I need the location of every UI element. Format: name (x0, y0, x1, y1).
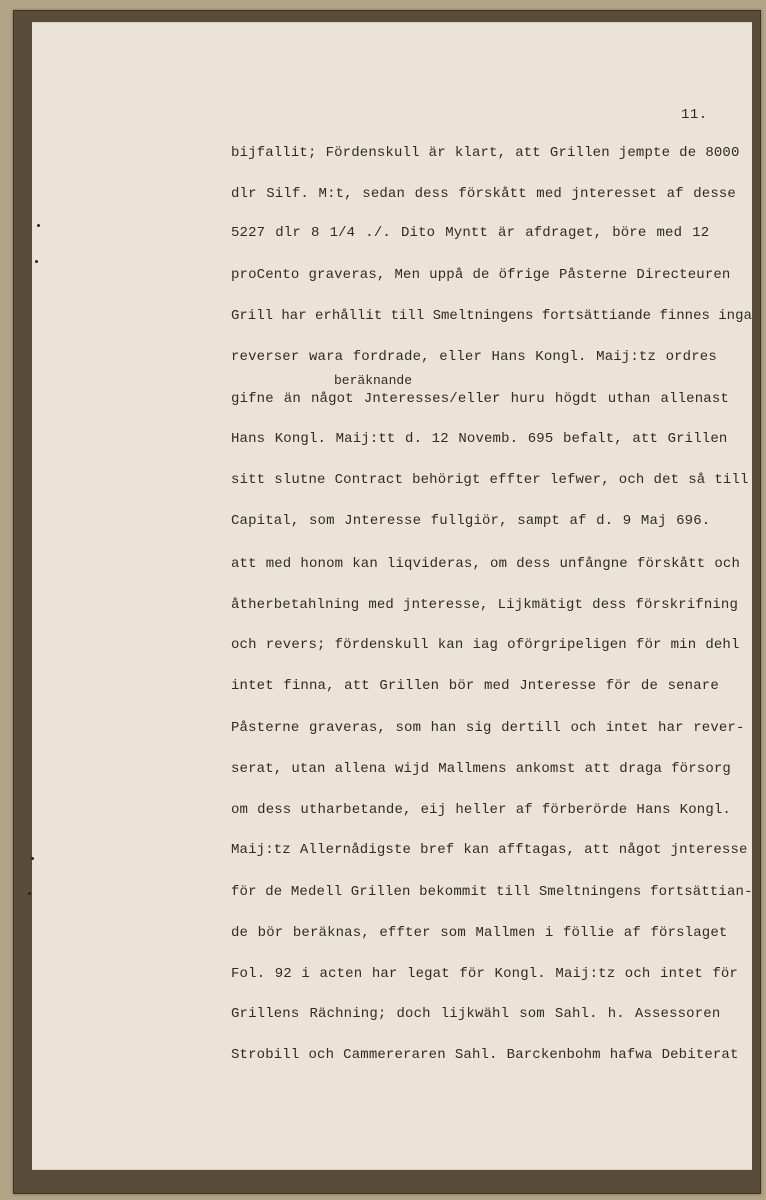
text-line: intet finna, att Grillen bör med Jnteresse för de senare (231, 678, 719, 694)
page-number: 11. (681, 107, 708, 123)
margin-mark (35, 260, 38, 263)
text-line: Påsterne graveras, som han sig dertill och intet har rever- (231, 720, 745, 736)
text-line: och revers; fördenskull kan iag oförgripeligen för min dehl (231, 637, 740, 653)
text-line: Grillens Rächning; doch lijkwähl som Sahl. h. Assessoren (231, 1006, 721, 1022)
text-line: 5227 dlr 8 1/4 ./. Dito Myntt är afdraget, böre med 12 (231, 225, 710, 241)
text-line: åtherbetahlning med jnteresse, Lijkmätigt dess förskrifning (231, 597, 739, 613)
text-line: reverser wara fordrade, eller Hans Kongl. Maij:tz ordres (231, 349, 717, 365)
text-line: de bör beräknas, effter som Mallmen i föllie af förslaget (231, 925, 728, 941)
text-line: Hans Kongl. Maij:tt d. 12 Novemb. 695 befalt, att Grillen (231, 431, 728, 447)
text-line: Fol. 92 i acten har legat för Kongl. Maij:tz och intet för (231, 966, 738, 982)
margin-mark (28, 892, 31, 895)
text-line: gifne än något Jnteresses/eller huru högdt uthan allenast (231, 391, 729, 407)
text-line: bijfallit; Fördenskull är klart, att Grillen jempte de 8000 (231, 145, 740, 161)
text-line: Strobill och Cammereraren Sahl. Barckenbohm hafwa Debiterat (231, 1047, 739, 1063)
margin-mark (37, 224, 40, 227)
margin-mark (31, 857, 34, 860)
interlinear-insertion: beräknande (334, 373, 413, 388)
text-line: för de Medell Grillen bekommit till Smeltningens fortsättian- (231, 884, 753, 900)
text-line: proCento graveras, Men uppå de öfrige Påsterne Directeuren (231, 267, 731, 283)
text-line: att med honom kan liqvideras, om dess unfångne förskått och (231, 556, 741, 572)
text-line: Maij:tz Allernådigste bref kan afftagas, att något jnteresse (231, 842, 748, 858)
text-line: om dess utharbetande, eij heller af förberörde Hans Kongl. (231, 802, 731, 818)
text-line: Grill har erhållit till Smeltningens fortsättiande finnes inga (231, 308, 752, 324)
text-line: sitt slutne Contract behörigt effter lefwer, och det så till (231, 472, 749, 488)
text-line: Capital, som Jnteresse fullgiör, sampt af d. 9 Maj 696. (231, 513, 711, 529)
text-line: serat, utan allena wijd Mallmens ankomst att draga försorg (231, 761, 731, 777)
text-line: dlr Silf. M:t, sedan dess förskått med jnteresset af desse (231, 186, 736, 202)
